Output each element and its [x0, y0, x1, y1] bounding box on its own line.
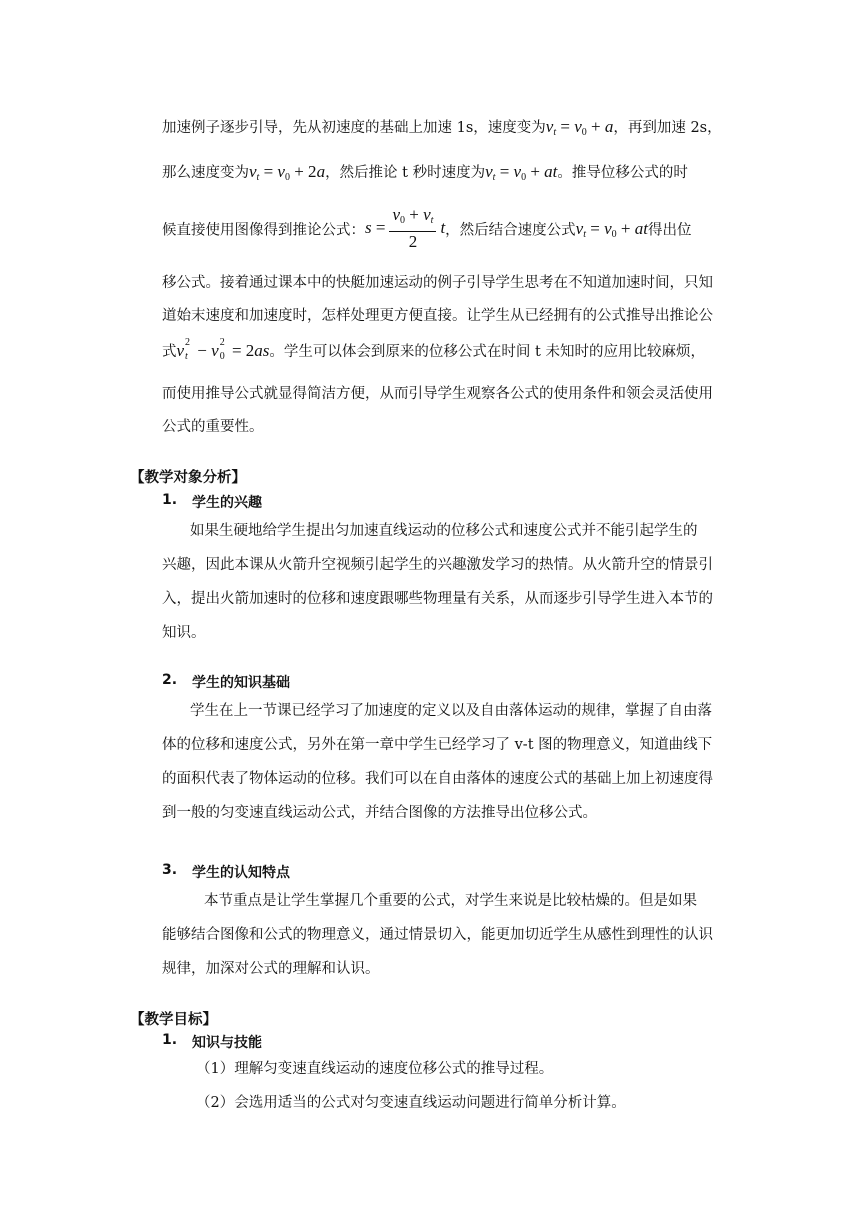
intro-line-7: 而使用推导公式就显得简洁方便，从而引导学生观察各公式的使用条件和领会灵活使用	[162, 386, 713, 402]
formula-vt-2: $v_t = v_0$ + at	[575, 218, 648, 240]
section-heading-learner-analysis: 【教学对象分析】	[130, 470, 246, 486]
subheading-title: 知识与技能	[192, 1035, 262, 1051]
subheading-number: 1.	[162, 492, 178, 508]
paragraph-line: 如果生硬地给学生提出匀加速直线运动的位移公式和速度公式并不能引起学生的	[190, 523, 698, 539]
paragraph-line: 体的位移和速度公式，另外在第一章中学生已经学习了 v-t 图的物理意义，知道曲线下	[162, 737, 713, 753]
intro-line-6	[162, 337, 705, 363]
paragraph-line: 能够结合图像和公式的物理意义，通过情景切入，能更加切近学生从感性到理性的认识	[162, 927, 713, 943]
paragraph-line: 学生在上一节课已经学习了加速度的定义以及自由落体运动的规律，掌握了自由落	[190, 703, 712, 719]
intro-text: 那么速度变为	[162, 165, 249, 181]
intro-text: 式	[162, 344, 177, 360]
subheading-title: 学生的知识基础	[192, 675, 290, 691]
intro-line-2	[162, 161, 688, 183]
subheading-cognitive-traits	[162, 862, 462, 882]
paragraph-line: 到一般的匀变速直线运动公式，并结合图像的方法推导出位移公式。	[162, 805, 597, 821]
subheading-title: 学生的兴趣	[192, 495, 262, 511]
intro-text: 候直接使用图像得到推论公式：	[162, 222, 365, 239]
objective-item: （2）会选用适当的公式对匀变速直线运动问题进行简单分析计算。	[196, 1095, 626, 1111]
formula-v1: $v_t = v_0 + a$	[545, 117, 614, 138]
intro-text: 。推导位移公式的时	[557, 165, 688, 181]
formula-s: s = $\frac{v_0 + v_t}{2}$ t	[365, 205, 446, 251]
intro-text: 加速例子逐步引导，先从初速度的基础上加速 1s，速度变为	[162, 120, 546, 136]
paragraph-line: 兴趣，因此本课从火箭升空视频引起学生的兴趣激发学习的热情。从火箭升空的情景引	[162, 557, 713, 573]
subheading-number: 2.	[162, 672, 178, 688]
subheading-interest	[162, 492, 462, 512]
subheading-title: 学生的认知特点	[192, 865, 290, 881]
formula-vt: $v_t = v_0$ + at	[485, 162, 558, 183]
paragraph-line: 规律，加深对公式的理解和认识。	[162, 961, 380, 977]
formula-v2: $v_t = v_0 + 2a$	[249, 162, 326, 183]
section-heading-teaching-objectives: 【教学目标】	[130, 1012, 217, 1028]
paragraph-line: 的面积代表了物体运动的位移。我们可以在自由落体的速度公式的基础上加上初速度得	[162, 771, 713, 787]
formula-v2-as: v 2 t − v 2 0 = 2as	[176, 337, 270, 363]
intro-text: 得出位	[647, 222, 692, 239]
intro-line-3	[162, 206, 691, 252]
intro-line-4: 移公式。接着通过课本中的快艇加速运动的例子引导学生思考在不知道加速时间，只知	[162, 275, 713, 291]
subheading-number: 3.	[162, 862, 178, 878]
intro-text: ，再到加速 2s，	[613, 120, 722, 136]
intro-line-1	[162, 116, 722, 138]
paragraph-line: 本节重点是让学生掌握几个重要的公式，对学生来说是比较枯燥的。但是如果	[204, 893, 697, 909]
paragraph-line: 知识。	[162, 625, 206, 641]
subheading-number: 1.	[162, 1032, 178, 1048]
intro-line-8: 公式的重要性。	[162, 419, 264, 435]
subheading-knowledge-skills	[162, 1032, 462, 1052]
intro-text: ，然后结合速度公式	[445, 222, 576, 239]
intro-text: 。学生可以体会到原来的位移公式在时间 t 未知时的应用比较麻烦，	[269, 344, 705, 360]
subheading-knowledge-base	[162, 672, 462, 692]
intro-line-5: 道始末速度和加速度时，怎样处理更方便直接。让学生从已经拥有的公式推导出推论公	[162, 308, 713, 324]
paragraph-line: 入，提出火箭加速时的位移和速度跟哪些物理量有关系，从而逐步引导学生进入本节的	[162, 591, 713, 607]
intro-text: ，然后推论 t 秒时速度为	[325, 165, 486, 181]
objective-item: （1）理解匀变速直线运动的速度位移公式的推导过程。	[196, 1061, 554, 1077]
